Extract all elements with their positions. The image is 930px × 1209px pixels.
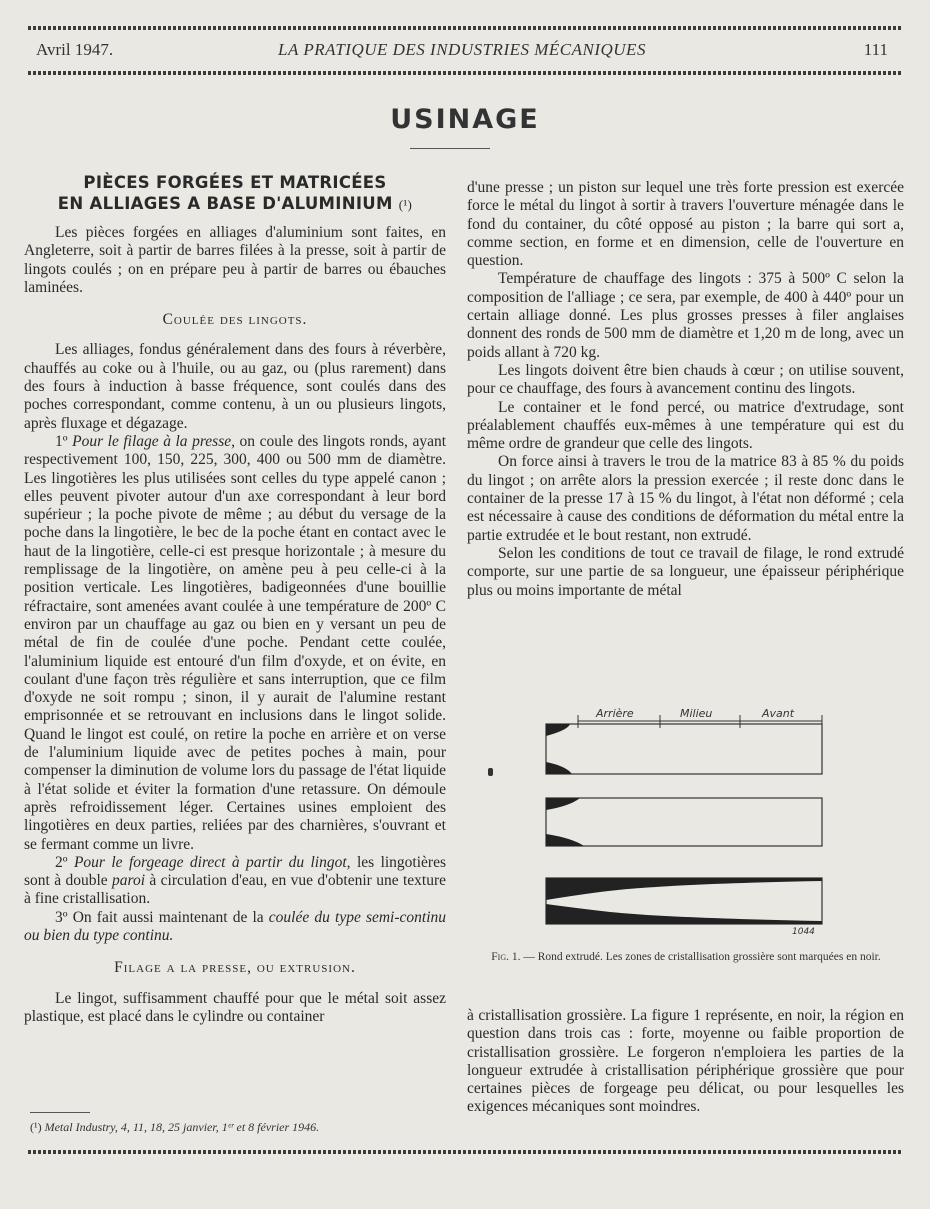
caption-text: — Rond extrudé. Les zones de cristallisation grossière sont marquées en noir. <box>523 951 881 963</box>
coulee-paragraph: Les alliages, fondus généralement dans des fours à réverbère, chauffés au coke ou à l'huile, ou au gaz, ou (plus rarement) dans des fours à induction à basse fréquence, sont coulés dans des poches correspondant, comme contenu, à un ou plusieurs lingots, après fluxage et dégazage. <box>24 341 446 432</box>
item-2-lead: Pour le forgeage direct à partir du lingot, <box>73 853 351 871</box>
right-paragraph-chauffage: Les lingots doivent être bien chauds à cœur ; on utilise souvent, pour ce chauffage, des fours à avancement continu des lingots. <box>467 361 904 398</box>
bar-2-zone-top <box>546 798 580 810</box>
item-3-paragraph <box>24 909 446 946</box>
right-paragraph-continuation: d'une presse ; un piston sur lequel une très forte pression est exercée force le métal du lingot à sortir à travers l'ouverture ménagée dans le fond du container, du côté opposé au piston ; la barre qui sort a, comme section, en forme et en dimension, celle de l'ouverture en question. <box>467 179 904 270</box>
right-paragraph-figure: à cristallisation grossière. La figure 1 représente, en noir, la région en question dans trois cas : forte, moyenne ou faible proportion de cristallisation grossière. Le forgeron n'emploiera les parties de la longueur extrudée à cristallisation périphérique grossière que pour certaines pièces de forgeage peu délicat, ou pour lesquelles les exigences mécaniques sont moindres. <box>467 1007 904 1116</box>
bar-2-outline <box>546 798 822 846</box>
right-paragraph-matrice: On force ainsi à travers le trou de la matrice 83 à 85 % du poids du lingot ; on arrête alors la pression exercée ; il reste donc dans le container de la presse 17 à 15 % du lingot, à l'état non déformé ; cela est nécessaire à cause des conditions de déformation du métal entre la partie extrudée et le bout restant, non extrudé. <box>467 453 904 544</box>
item-2-paragraph <box>24 854 446 909</box>
bar-3-zone-top <box>546 878 822 900</box>
article-title-line2: EN ALLIAGES A BASE D'ALUMINIUM <box>57 194 393 213</box>
bar-1 <box>546 724 822 774</box>
bar-3-zone-bottom <box>546 904 822 924</box>
running-header <box>36 40 888 64</box>
header-journal: LA PRATIQUE DES INDUSTRIES MÉCANIQUES <box>278 40 646 59</box>
item-3-text: On fait aussi maintenant de la <box>72 908 264 926</box>
figure-caption <box>466 951 906 964</box>
left-column <box>24 172 446 1026</box>
subheading-coulee: Coulée des lingots. <box>162 311 308 329</box>
bar-2-zone-bottom <box>546 834 584 846</box>
item-2-text-b: à circulation d'eau, en vue d'obtenir une texture à fine cristallisation. <box>24 872 446 908</box>
item-2-paroi: paroi <box>112 872 146 890</box>
item-1-lead: Pour le filage à la presse, <box>72 432 235 450</box>
section-title: USINAGE <box>390 104 540 135</box>
header-date: Avril 1947. <box>36 40 114 59</box>
caption-label: Fig. 1. <box>491 951 521 963</box>
label-avant: Avant <box>762 707 795 720</box>
stray-mark <box>488 768 493 776</box>
item-2-text-a: les lingotières sont à double <box>24 853 447 890</box>
filage-paragraph: Le lingot, suffisamment chauffé pour que le métal soit assez plastique, est placé dans le cylindre ou container <box>24 989 446 1025</box>
article-title-line1: PIÈCES FORGÉES ET MATRICÉES <box>83 173 387 192</box>
top-border-upper <box>28 26 902 30</box>
right-paragraph-container: Le container et le fond percé, ou matrice d'extrudage, sont préalablement chauffés eux-mêmes à une température qui est du même ordre de grandeur que celle des lingots. <box>467 398 904 453</box>
right-column-lower <box>467 1007 904 1117</box>
item-3-number: 3º <box>55 908 68 926</box>
item-3-lead: coulée du type semi-continu ou bien du type continu. <box>24 908 447 944</box>
right-paragraph-conditions: Selon les conditions de tout ce travail de filage, le rond extrudé comporte, sur une partie de sa longueur, une épaisseur périphérique plus ou moins importante de métal <box>467 544 904 599</box>
figure-number: 1044 <box>792 927 815 937</box>
article-title <box>24 172 446 215</box>
item-1-number: 1º <box>55 432 68 450</box>
footnote <box>30 1120 450 1135</box>
top-border-lower <box>28 71 902 75</box>
bar-1-zone-top <box>546 724 570 736</box>
label-milieu: Milieu <box>680 707 713 720</box>
footnote-text: Metal Industry, 4, 11, 18, 25 janvier, 1ᵉʳ et 8 février 1946. <box>44 1120 320 1134</box>
right-paragraph-temperature: Température de chauffage des lingots : 375 à 500º C selon la composition de l'alliage ; ce sera, par exemple, de 400 à 440º pour un certain alliage donné. Les plus grosses presses à filer anglaises donnent des ronds de 500 mm de diamètre et 1,20 m de long, avec un poids allant à 720 kg. <box>467 270 904 361</box>
figure-extruded-bar <box>540 706 850 938</box>
footnote-rule <box>30 1112 90 1113</box>
figure-svg <box>540 706 850 938</box>
page-number: 111 <box>863 40 888 59</box>
section-rule <box>410 148 490 149</box>
footnote-mark: (¹) <box>30 1120 42 1134</box>
bar-1-zone-bottom <box>546 762 572 774</box>
item-1-paragraph <box>24 433 446 854</box>
bar-2 <box>546 798 822 846</box>
item-2-number: 2º <box>55 853 68 871</box>
label-arriere: Arrière <box>596 707 634 720</box>
item-1-text: on coule des lingots ronds, ayant respectivement 100, 150, 225, 300, 400 ou 500 mm de diamètre. Les lingotières les plus utilisées sont celles du type appelé canon ; elles peuvent pivoter autour d'un axe correspondant à leur bord supérieur ; la poche pivote de même ; au début du versage de la poche dans la lingotière, le bec de la poche étant en contact avec le haut de la lingotière, celle-ci est presque horizontale ; à mesure du remplissage de la lingotière, on amène peu à peu celle-ci à la position verticale. Les lingotières, badigeonnées d'une bouillie réfractaire, sont amenées avant coulée à une température de 200º C environ par un chauffage au gaz ou bien en y versant un peu de métal de fin de coulée d'une poche. Pendant cette coulée, l'aluminium liquide est entouré d'un film d'oxyde, et on évite, en coulant d'une façon très régulière et sans interruption, que ce film d'oxyde ne soit rompu ; sinon, il y aurait de l'alumine restant emprisonnée et se retrouvant en inclusions dans le lingot solide. Quand le lingot est coulé, on retire la poche en arrière et on verse de l'aluminium liquide avec de petites poches à main, pour compenser la diminution de volume lors du passage de l'état liquide à l'état solide et éviter la formation d'une retassure. On démoule après refroidissement léger. Certaines usines emploient des lingotières en deux parties, reliées par des charnières, s'ouvrant et se fermant comme un livre. <box>24 432 447 853</box>
bar-1-outline <box>546 724 822 774</box>
right-column <box>467 179 904 600</box>
article-title-note: (¹) <box>398 197 413 212</box>
subheading-filage: Filage a la presse, ou extrusion. <box>114 959 356 977</box>
bottom-border <box>28 1150 902 1154</box>
bar-3 <box>546 878 822 924</box>
intro-paragraph: Les pièces forgées en alliages d'aluminium sont faites, en Angleterre, soit à partir de barres filées à la presse, soit à partir de lingots coulés ; on en prépare peu à partir de barres ou ébauches laminées. <box>24 224 446 296</box>
